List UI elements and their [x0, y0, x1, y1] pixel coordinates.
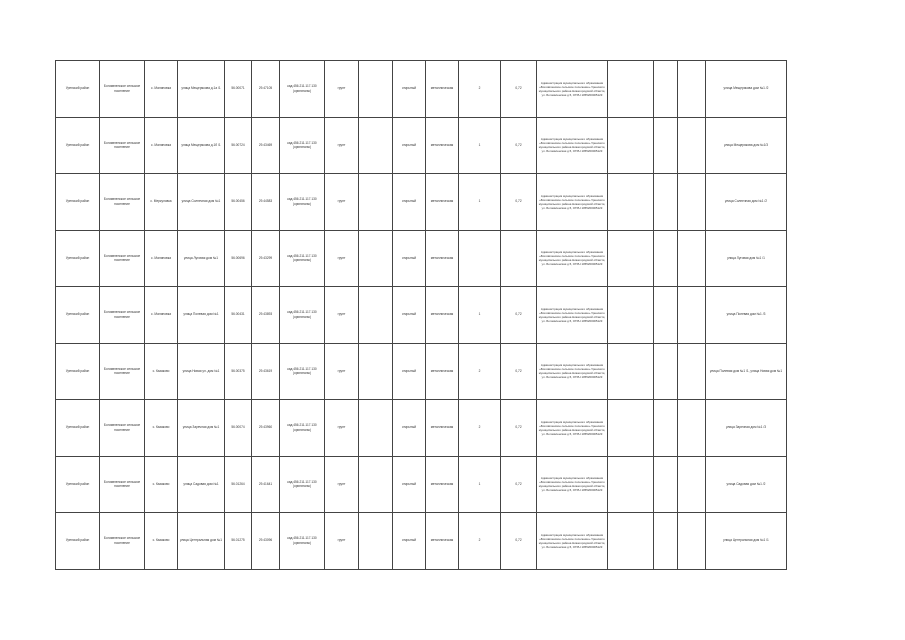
cell-bin-volume: 0,72 — [501, 400, 537, 457]
cell-blank-c — [654, 287, 678, 344]
cell-bin-volume: 0,72 — [501, 513, 537, 570]
cell-bin-count — [459, 230, 501, 287]
cell-latitude: 56.00724 — [225, 117, 252, 174]
cell-surface-type: грунт — [325, 343, 359, 400]
cell-cadastral-ref: кад.456.211.117.130 (оригиналы) — [280, 513, 325, 570]
cell-blank-a — [359, 343, 393, 400]
cell-street-address: улица Солнечная дом №1 — [178, 174, 225, 231]
cell-owner-organization: Администрация муниципального образования «Богоявленское сельское поселение» Уренского муниципального района Нижегородской области, ул. Богоявленская д.5, ОГРН 1055200005123 — [537, 513, 608, 570]
cell-owner-organization: Администрация муниципального образования «Богоявленское сельское поселение» Уренского муниципального района Нижегородской области, ул. Богоявленская д.5, ОГРН 1055200005123 — [537, 117, 608, 174]
table-row — [56, 400, 787, 457]
cell-blank-a — [359, 456, 393, 513]
cell-blank-b — [608, 343, 654, 400]
cell-blank-c — [654, 343, 678, 400]
cell-settlement: Богоявленское сельское поселение — [100, 61, 145, 118]
cell-site-type: открытый — [393, 117, 426, 174]
cell-latitude: 56.01275 — [225, 513, 252, 570]
cell-locality: с. Малиновка — [145, 287, 178, 344]
cell-cadastral-ref: кад.456.211.117.130 (оригиналы) — [280, 61, 325, 118]
cell-bin-material: металлическая — [426, 513, 459, 570]
cell-blank-a — [359, 61, 393, 118]
cell-blank-b — [608, 117, 654, 174]
cell-surface-type: грунт — [325, 174, 359, 231]
cell-district: Уренский район — [56, 230, 100, 287]
cell-latitude: 56.00431 — [225, 287, 252, 344]
cell-bin-count: 1 — [459, 174, 501, 231]
cell-blank-b — [608, 174, 654, 231]
cell-served-addresses: улица Полевая дом №1 /1, улица Новая дом №1 — [706, 343, 787, 400]
cell-cadastral-ref: кад.456.211.117.130 (оригиналы) — [280, 230, 325, 287]
cell-cadastral-ref: кад.456.211.117.130 (оригиналы) — [280, 117, 325, 174]
cell-blank-d — [678, 400, 706, 457]
cell-latitude: 56.00696 — [225, 230, 252, 287]
cell-owner-organization: Администрация муниципального образования «Богоявленское сельское поселение» Уренского муниципального района Нижегородской области, ул. Богоявленская д.5, ОГРН 1055200005123 — [537, 230, 608, 287]
cell-site-type: открытый — [393, 400, 426, 457]
cell-street-address: улица Новая ул. дом №1 — [178, 343, 225, 400]
cell-settlement: Богоявленское сельское поселение — [100, 343, 145, 400]
cell-blank-b — [608, 287, 654, 344]
cell-blank-c — [654, 61, 678, 118]
cell-bin-volume: 0,72 — [501, 61, 537, 118]
cell-blank-c — [654, 513, 678, 570]
cell-settlement: Богоявленское сельское поселение — [100, 287, 145, 344]
cell-longitude: 29.43096 — [252, 513, 280, 570]
cell-surface-type: грунт — [325, 400, 359, 457]
cell-surface-type: грунт — [325, 456, 359, 513]
cell-site-type: открытый — [393, 456, 426, 513]
cell-cadastral-ref: кад.456.211.117.130 (оригиналы) — [280, 456, 325, 513]
cell-served-addresses: улица Садовая дом №1 /2 — [706, 456, 787, 513]
cell-blank-d — [678, 117, 706, 174]
cell-street-address: улица Садовая дом №1 — [178, 456, 225, 513]
table-row — [56, 456, 787, 513]
cell-bin-volume — [501, 230, 537, 287]
cell-site-type: открытый — [393, 343, 426, 400]
cell-street-address: улица Луговая дом №1 — [178, 230, 225, 287]
cell-blank-b — [608, 400, 654, 457]
cell-bin-count: 2 — [459, 61, 501, 118]
cell-blank-d — [678, 174, 706, 231]
cell-district: Уренский район — [56, 513, 100, 570]
table-row — [56, 343, 787, 400]
cell-blank-a — [359, 287, 393, 344]
cell-surface-type: грунт — [325, 61, 359, 118]
cell-owner-organization: Администрация муниципального образования «Богоявленское сельское поселение» Уренского муниципального района Нижегородской области, ул. Богоявленская д.5, ОГРН 1055200005123 — [537, 456, 608, 513]
cell-bin-material: металлическая — [426, 230, 459, 287]
cell-latitude: 56.00071 — [225, 61, 252, 118]
cell-settlement: Богоявленское сельское поселение — [100, 456, 145, 513]
cell-longitude: 29.44583 — [252, 174, 280, 231]
cell-owner-organization: Администрация муниципального образования «Богоявленское сельское поселение» Уренского муниципального района Нижегородской области, ул. Богоявленская д.5, ОГРН 1055200005123 — [537, 400, 608, 457]
cell-bin-material: металлическая — [426, 456, 459, 513]
cell-district: Уренский район — [56, 343, 100, 400]
cell-blank-a — [359, 400, 393, 457]
cell-bin-material: металлическая — [426, 117, 459, 174]
cell-locality: с. Малиновка — [145, 117, 178, 174]
cell-served-addresses: улица Заречная дом №1 /3 — [706, 400, 787, 457]
cell-district: Уренский район — [56, 117, 100, 174]
cell-owner-organization: Администрация муниципального образования «Богоявленское сельское поселение» Уренского муниципального района Нижегородской области, ул. Богоявленская д.5, ОГРН 1055200005123 — [537, 287, 608, 344]
cell-blank-c — [654, 174, 678, 231]
cell-blank-c — [654, 456, 678, 513]
cell-site-type: открытый — [393, 61, 426, 118]
cell-settlement: Богоявленское сельское поселение — [100, 513, 145, 570]
cell-longitude: 29.41641 — [252, 456, 280, 513]
cell-longitude: 29.43469 — [252, 117, 280, 174]
cell-district: Уренский район — [56, 61, 100, 118]
cell-bin-count: 1 — [459, 117, 501, 174]
cell-locality: с. Малиновка — [145, 230, 178, 287]
cell-site-type: открытый — [393, 287, 426, 344]
cell-bin-volume: 0,72 — [501, 117, 537, 174]
cell-site-type: открытый — [393, 230, 426, 287]
cell-served-addresses: улица Центральная дом №1 /1 — [706, 513, 787, 570]
cell-blank-c — [654, 230, 678, 287]
cell-surface-type: грунт — [325, 230, 359, 287]
cell-blank-a — [359, 230, 393, 287]
cell-bin-count: 1 — [459, 456, 501, 513]
cell-blank-b — [608, 456, 654, 513]
cell-locality: с. Казаково — [145, 343, 178, 400]
cell-cadastral-ref: кад.456.211.117.130 (оригиналы) — [280, 400, 325, 457]
table-row — [56, 230, 787, 287]
cell-blank-c — [654, 400, 678, 457]
address-registry-table — [55, 60, 787, 570]
cell-settlement: Богоявленское сельское поселение — [100, 174, 145, 231]
table-body — [56, 61, 787, 570]
cell-bin-count: 1 — [459, 287, 501, 344]
cell-cadastral-ref: кад.456.211.117.130 (оригиналы) — [280, 174, 325, 231]
cell-bin-count: 2 — [459, 513, 501, 570]
cell-served-addresses: улица Мещерякова дом №1/3 — [706, 117, 787, 174]
cell-site-type: открытый — [393, 513, 426, 570]
cell-latitude: 56.01264 — [225, 456, 252, 513]
cell-locality: с. Казаково — [145, 456, 178, 513]
cell-bin-volume: 0,72 — [501, 343, 537, 400]
cell-bin-material: металлическая — [426, 174, 459, 231]
cell-street-address: улица Центральная дом №1 — [178, 513, 225, 570]
cell-blank-b — [608, 61, 654, 118]
table-row — [56, 174, 787, 231]
cell-served-addresses: улица Мещерякова дом №1 /2 — [706, 61, 787, 118]
cell-longitude: 29.43893 — [252, 287, 280, 344]
cell-served-addresses: улица Луговая дом №1 /1 — [706, 230, 787, 287]
cell-surface-type: грунт — [325, 513, 359, 570]
cell-latitude: 56.00375 — [225, 343, 252, 400]
cell-locality: с. Казаково — [145, 400, 178, 457]
cell-longitude: 29.47105 — [252, 61, 280, 118]
cell-bin-count: 2 — [459, 400, 501, 457]
cell-street-address: улица Полевая дом №1 — [178, 287, 225, 344]
cell-bin-material: металлическая — [426, 287, 459, 344]
cell-blank-d — [678, 230, 706, 287]
cell-street-address: улица Мещерякова д.1а /1 — [178, 61, 225, 118]
cell-street-address: улица Заречная дом №1 — [178, 400, 225, 457]
cell-longitude: 29.43960 — [252, 400, 280, 457]
cell-blank-d — [678, 61, 706, 118]
table-row — [56, 287, 787, 344]
cell-bin-count: 2 — [459, 343, 501, 400]
table-row — [56, 513, 787, 570]
cell-district: Уренский район — [56, 456, 100, 513]
cell-latitude: 56.00074 — [225, 400, 252, 457]
cell-bin-volume: 0,72 — [501, 174, 537, 231]
cell-blank-d — [678, 287, 706, 344]
cell-blank-d — [678, 343, 706, 400]
cell-cadastral-ref: кад.456.211.117.130 (оригиналы) — [280, 343, 325, 400]
cell-blank-c — [654, 117, 678, 174]
cell-bin-material: металлическая — [426, 400, 459, 457]
cell-longitude: 29.43299 — [252, 230, 280, 287]
cell-blank-d — [678, 513, 706, 570]
cell-surface-type: грунт — [325, 117, 359, 174]
cell-district: Уренский район — [56, 400, 100, 457]
cell-settlement: Богоявленское сельское поселение — [100, 230, 145, 287]
cell-owner-organization: Администрация муниципального образования «Богоявленское сельское поселение» Уренского муниципального района Нижегородской области, ул. Богоявленская д.5, ОГРН 1055200005123 — [537, 343, 608, 400]
cell-district: Уренский район — [56, 174, 100, 231]
cell-bin-volume: 0,72 — [501, 456, 537, 513]
cell-blank-d — [678, 456, 706, 513]
cell-blank-a — [359, 117, 393, 174]
cell-blank-a — [359, 174, 393, 231]
cell-site-type: открытый — [393, 174, 426, 231]
cell-locality: с. Казаково — [145, 513, 178, 570]
cell-bin-volume: 0,72 — [501, 287, 537, 344]
cell-surface-type: грунт — [325, 287, 359, 344]
cell-locality: с. Малиновка — [145, 61, 178, 118]
cell-bin-material: металлическая — [426, 61, 459, 118]
cell-street-address: улица Мещерякова д.1б /1 — [178, 117, 225, 174]
cell-blank-a — [359, 513, 393, 570]
cell-latitude: 56.00456 — [225, 174, 252, 231]
cell-owner-organization: Администрация муниципального образования «Богоявленское сельское поселение» Уренского муниципального района Нижегородской области, ул. Богоявленская д.5, ОГРН 1055200005123 — [537, 174, 608, 231]
table-row — [56, 117, 787, 174]
cell-owner-organization: Администрация муниципального образования «Богоявленское сельское поселение» Уренского муниципального района Нижегородской области, ул. Богоявленская д.5, ОГРН 1055200005123 — [537, 61, 608, 118]
cell-district: Уренский район — [56, 287, 100, 344]
cell-locality: с. Меркуловка — [145, 174, 178, 231]
cell-settlement: Богоявленское сельское поселение — [100, 117, 145, 174]
cell-cadastral-ref: кад.456.211.117.130 (оригиналы) — [280, 287, 325, 344]
cell-longitude: 29.43619 — [252, 343, 280, 400]
cell-served-addresses: улица Полевая дом №1 /3 — [706, 287, 787, 344]
cell-bin-material: металлическая — [426, 343, 459, 400]
cell-settlement: Богоявленское сельское поселение — [100, 400, 145, 457]
cell-served-addresses: улица Солнечная дом №1 /2 — [706, 174, 787, 231]
table-row — [56, 61, 787, 118]
cell-blank-b — [608, 230, 654, 287]
cell-blank-b — [608, 513, 654, 570]
